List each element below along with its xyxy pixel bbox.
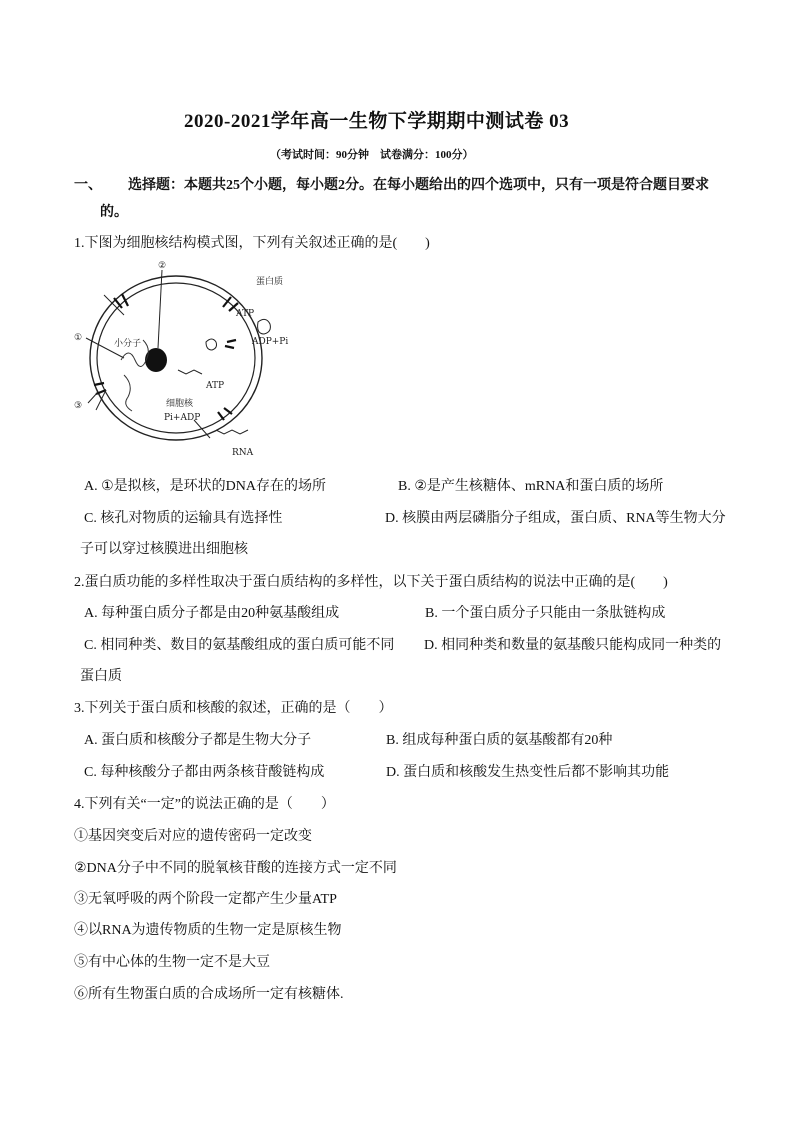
label-rna: RNA [232,448,254,458]
q4-statement-3: ③无氧呼吸的两个阶段一定都产生少量ATP [74,892,337,907]
q4-statement-1: ①基因突变后对应的遗传密码一定改变 [74,829,312,844]
question-3-stem: 3.下列关于蛋白质和核酸的叙述，正确的是（ ） [74,701,393,716]
page-title: 2020-2021学年高一生物下学期期中测试卷 03 [184,111,570,132]
exam-info: （考试时间：90分钟 试卷满分：100分） [270,149,474,161]
q2-option-d: D. 相同种类和数量的氨基酸只能构成同一种类的 [424,638,722,653]
label-small-molecule: 小分子 [114,339,142,349]
q4-statement-2: ②DNA分子中不同的脱氧核苷酸的连接方式一定不同 [74,861,397,876]
q1-option-a: A. ①是拟核，是环状的DNA存在的场所 [84,479,326,494]
section-number: 一、 [74,178,102,193]
label-2: ② [158,261,167,271]
question-2-stem: 2.蛋白质功能的多样性取决于蛋白质结构的多样性，以下关于蛋白质结构的说法中正确的是( ) [74,575,668,590]
label-adp-pi: ADP+Pi [252,337,289,347]
label-pi-adp: Pi+ADP [164,413,201,423]
q1-option-c: C. 核孔对物质的运输具有选择性 [84,511,283,526]
label-3: ③ [74,401,83,411]
q4-statement-5: ⑤有中心体的生物一定不是大豆 [74,955,270,970]
q3-option-c: C. 每种核酸分子都由两条核苷酸链构成 [84,765,325,780]
q1-option-b: B. ②是产生核糖体、mRNA和蛋白质的场所 [398,479,664,494]
section-instructions-cont: 的。 [100,205,128,220]
label-protein: 蛋白质 [256,277,284,287]
q3-option-d: D. 蛋白质和核酸发生热变性后都不影响其功能 [386,765,670,780]
q2-option-c: C. 相同种类、数目的氨基酸组成的蛋白质可能不同 [84,638,395,653]
q4-statement-6: ⑥所有生物蛋白质的合成场所一定有核糖体. [74,987,344,1002]
q2-option-a: A. 每种蛋白质分子都是由20种氨基酸组成 [84,606,340,621]
q1-option-d: D. 核膜由两层磷脂分子组成，蛋白质、RNA等生物大分 [385,511,726,526]
q3-option-b: B. 组成每种蛋白质的氨基酸都有20种 [386,733,613,748]
q3-option-a: A. 蛋白质和核酸分子都是生物大分子 [84,733,312,748]
q2-option-d-cont: 蛋白质 [80,669,122,684]
question-4-stem: 4.下列有关“一定”的说法正确的是（ ） [74,797,335,812]
q1-option-d-cont: 子可以穿过核膜进出细胞核 [80,542,248,557]
question-1-stem: 1.下图为细胞核结构模式图，下列有关叙述正确的是( ) [74,236,430,251]
label-atp-top: ATP [236,309,255,319]
label-1: ① [74,333,83,343]
q4-statement-4: ④以RNA为遗传物质的生物一定是原核生物 [74,923,342,938]
nucleus-structure-diagram [66,240,306,465]
label-nucleus: 细胞核 [166,399,194,409]
label-atp-mid: ATP [206,381,225,391]
q2-option-b: B. 一个蛋白质分子只能由一条肽链构成 [425,606,666,621]
section-instructions: 选择题：本题共25个小题，每小题2分。在每小题给出的四个选项中，只有一项是符合题目要求 [128,178,709,193]
